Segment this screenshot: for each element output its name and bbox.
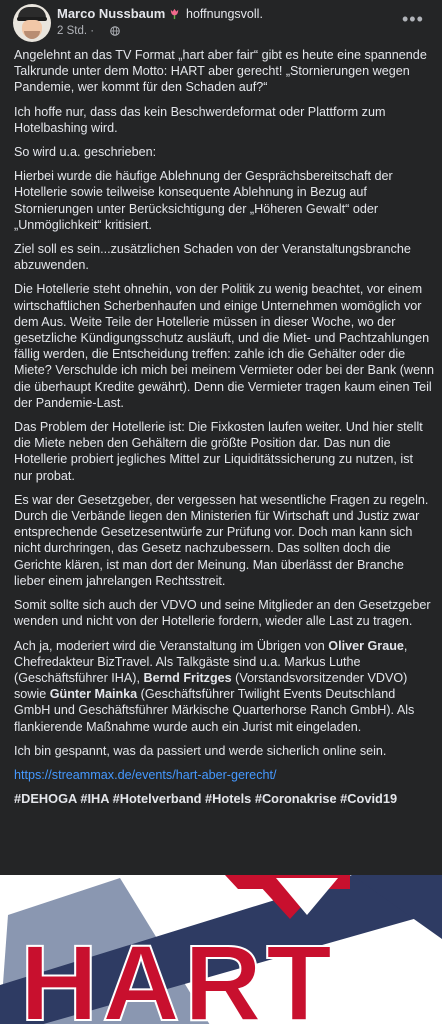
separator-dot: · xyxy=(90,25,95,37)
post-body xyxy=(14,47,434,815)
paragraph-11: Ich bin gespannt, was da passiert und werde sicherlich online sein. xyxy=(14,743,387,758)
event-link[interactable]: https://streammax.de/events/hart-aber-gerecht/ xyxy=(14,767,277,782)
text-segment: (Vorstandsvorsitzender VDVO) sowie xyxy=(14,670,408,702)
paragraph-8: Es war der Gesetzgeber, der vergessen hat wesentliche Fragen zu regeln. Durch die Verbände liegen den Ministerien für Wirtschaft und Justiz zwar entsprechende Gesetzesentwürfe zur Prüfung vor. Doch man kann sich nicht durchringen, das Gesetz nachzubessern. Das sollten doch die Gerichte klären, ist man dort der Meinung. Man überlässt der Branche lieber einem jahrelangen Rechtsstreit. xyxy=(14,492,429,588)
more-icon[interactable]: ••• xyxy=(402,9,424,29)
paragraph-7: Das Problem der Hotellerie ist: Die Fixkosten laufen weiter. Und hier stellt die Miete neben den Gehältern die größte Position dar. Das nun die Hotellerie probiert jegliches Mittel zur Liquiditätssicherung zu nutzen, ist nur probat. xyxy=(14,420,423,483)
mention-guenter-mainka[interactable]: Günter Mainka xyxy=(49,687,138,702)
timestamp-text: 2 Std. xyxy=(57,25,88,37)
paragraph-6: Die Hotellerie steht ohnehin, von der Politik zu wenig beachtet, vor einem wirtschaftlichen Scherbenhaufen und einige Unternehmen womöglich vor dem Aus. Weite Teile der Hotellerie müssen in dieser Woche, wo der gesetzliche Kündigungsschutz ausläuft, und die Miet- und Pachtzahlungen fällig werden, die Entscheidung treffen: zahle ich die Gehälter oder die Miete? Verschulde ich mich bei meinem Vermieter oder bei der Bank (wenn die überhaupt Kredite gewährt). Denn die Vermieter tragen kaum einen Teil der Pandemie-Last. xyxy=(14,282,434,410)
author-name[interactable]: Marco Nussbaum xyxy=(57,6,166,21)
globe-icon[interactable] xyxy=(110,26,120,36)
mention-oliver-graue[interactable]: Oliver Graue xyxy=(328,638,404,653)
hashtags[interactable]: #DEHOGA #IHA #Hotelverband #Hotels #Coronakrise #Covid19 xyxy=(14,791,398,807)
paragraph-10 xyxy=(14,638,434,735)
post-header xyxy=(0,0,442,48)
text-segment: Ach ja, moderiert wird die Veranstaltung im Übrigen von xyxy=(14,638,329,653)
feeling-text: hoffnungsvoll. xyxy=(186,7,263,21)
logo-text: HART xyxy=(20,922,336,1024)
tulip-icon xyxy=(168,7,181,20)
post-timestamp[interactable] xyxy=(57,25,94,37)
paragraph-5: Ziel soll es sein...zusätzlichen Schaden von der Veranstaltungsbranche abzuwenden. xyxy=(14,242,411,273)
text-segment: , Chefredakteur BizTravel. Als Talkgäste sind u.a. Markus Luthe (Geschäftsführer IHA), xyxy=(14,638,408,685)
paragraph-4: Hierbei wurde die häufige Ablehnung der Gesprächsbereitschaft der Hotellerie sowie teilweise konsequente Ablehnung in Bezug auf Stornierungen unter Berücksichtigung der „Höheren Gewalt“ oder „Unmöglichkeit“ kritisiert. xyxy=(14,169,393,232)
text-segment: (Geschäftsführer Twilight Events Deutschland GmbH und Geschäftsführer Märkische Quarterhorse Ranch GmbH). Als flankierende Maßnahme wurde auch ein Jurist mit eingeladen. xyxy=(14,687,415,734)
paragraph-2: Ich hoffe nur, dass das kein Beschwerdeformat oder Plattform zum Hotelbashing wird. xyxy=(14,104,386,135)
paragraph-1: Angelehnt an das TV Format „hart aber fair“ gibt es heute eine spannende Talkrunde unter dem Motto: HART aber gerecht! „Stornierungen wegen Pandemie, wer kommt für den Schaden auf?“ xyxy=(14,48,427,95)
author-avatar[interactable] xyxy=(13,4,51,42)
paragraph-3: So wird u.a. geschrieben: xyxy=(14,145,157,160)
paragraph-9: Somit sollte sich auch der VDVO und seine Mitglieder an den Gesetzgeber wenden und nicht von der Hotellerie fordern, wieder alle Last zu tragen. xyxy=(14,598,431,629)
post-image[interactable] xyxy=(0,875,442,1024)
hart-logo-graphic xyxy=(0,875,442,1024)
mention-bernd-fritzges[interactable]: Bernd Fritzges xyxy=(143,670,232,685)
